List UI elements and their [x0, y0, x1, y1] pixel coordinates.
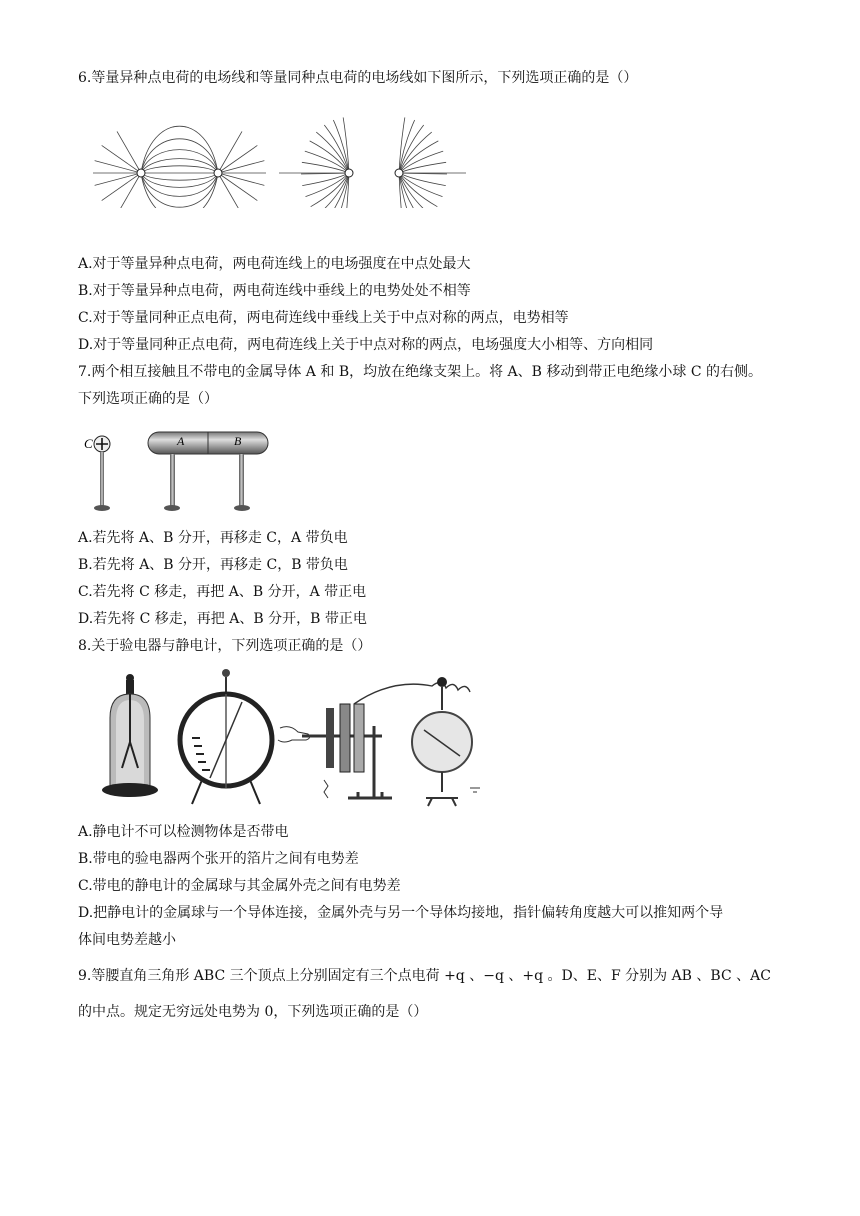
q7-option-b: B.若先将 A、B 分开，再移走 C，B 带负电 — [78, 557, 348, 573]
electrometer-dial — [180, 669, 272, 804]
electroscope-jar — [102, 674, 158, 797]
connecting-wire — [354, 682, 470, 704]
label-b: B — [234, 434, 242, 448]
q6-option-c: C.对于等量同种正点电荷，两电荷连线中垂线上关于中点对称的两点，电势相等 — [78, 310, 569, 326]
globe-electrometer — [412, 677, 480, 806]
positive-charge-icon — [137, 169, 145, 177]
negative-charge-icon — [214, 169, 222, 177]
q8-option-c: C.带电的静电计的金属球与其金属外壳之间有电势差 — [78, 878, 401, 894]
like-charges-field-lines — [279, 117, 466, 208]
q7-stem-line1: 7.两个相互接触且不带电的金属导体 A 和 B，均放在绝缘支架上。将 A、B 移动到带正电绝缘小球 C 的右侧。 — [78, 364, 763, 380]
label-c: C — [84, 436, 93, 451]
q6-option-b: B.对于等量异种点电荷，两电荷连线中垂线上的电势处处不相等 — [78, 283, 471, 299]
opposite-charges-field-lines — [93, 126, 266, 208]
q7-option-a: A.若先将 A、B 分开，再移走 C，A 带负电 — [78, 530, 348, 546]
q8-stem: 8.关于验电器与静电计，下列选项正确的是（） — [78, 638, 372, 654]
q8-option-d: D.把静电计的金属球与一个导体连接，金属外壳与另一个导体均接地，指针偏转角度越大可以推知两个导 — [78, 905, 724, 921]
conductors-figure — [82, 428, 282, 518]
q8-option-a: A.静电计不可以检测物体是否带电 — [78, 824, 289, 840]
q6-option-d: D.对于等量同种正点电荷，两电荷连线上关于中点对称的两点，电场强度大小相等、方向相同 — [78, 337, 654, 353]
q6-stem: 6.等量异种点电荷的电场线和等量同种点电荷的电场线如下图所示，下列选项正确的是（） — [78, 70, 638, 86]
q6-option-a: A.对于等量异种点电荷，两电荷连线上的电场强度在中点处最大 — [78, 256, 471, 272]
q9-stem-line1: 9.等腰直角三角形 ABC 三个顶点上分别固定有三个点电荷 +q 、−q 、+q 。D、E、F 分别为 AB 、BC 、AC — [78, 968, 771, 984]
plate-capacitor — [278, 704, 392, 798]
q8-option-b: B.带电的验电器两个张开的箔片之间有电势差 — [78, 851, 359, 867]
q7-stem-line2: 下列选项正确的是（） — [78, 391, 218, 407]
electroscope-figure — [92, 668, 492, 808]
q7-option-c: C.若先将 C 移走，再把 A、B 分开，A 带正电 — [78, 584, 367, 600]
label-a: A — [177, 434, 185, 448]
field-lines-figure — [86, 112, 466, 208]
positive-charge-icon — [345, 169, 353, 177]
positive-charge-icon — [395, 169, 403, 177]
q8-option-d-continued: 体间电势差越小 — [78, 932, 176, 948]
q7-option-d: D.若先将 C 移走，再把 A、B 分开，B 带正电 — [78, 611, 367, 627]
q9-stem-line2: 的中点。规定无穷远处电势为 0，下列选项正确的是（） — [78, 1004, 428, 1020]
